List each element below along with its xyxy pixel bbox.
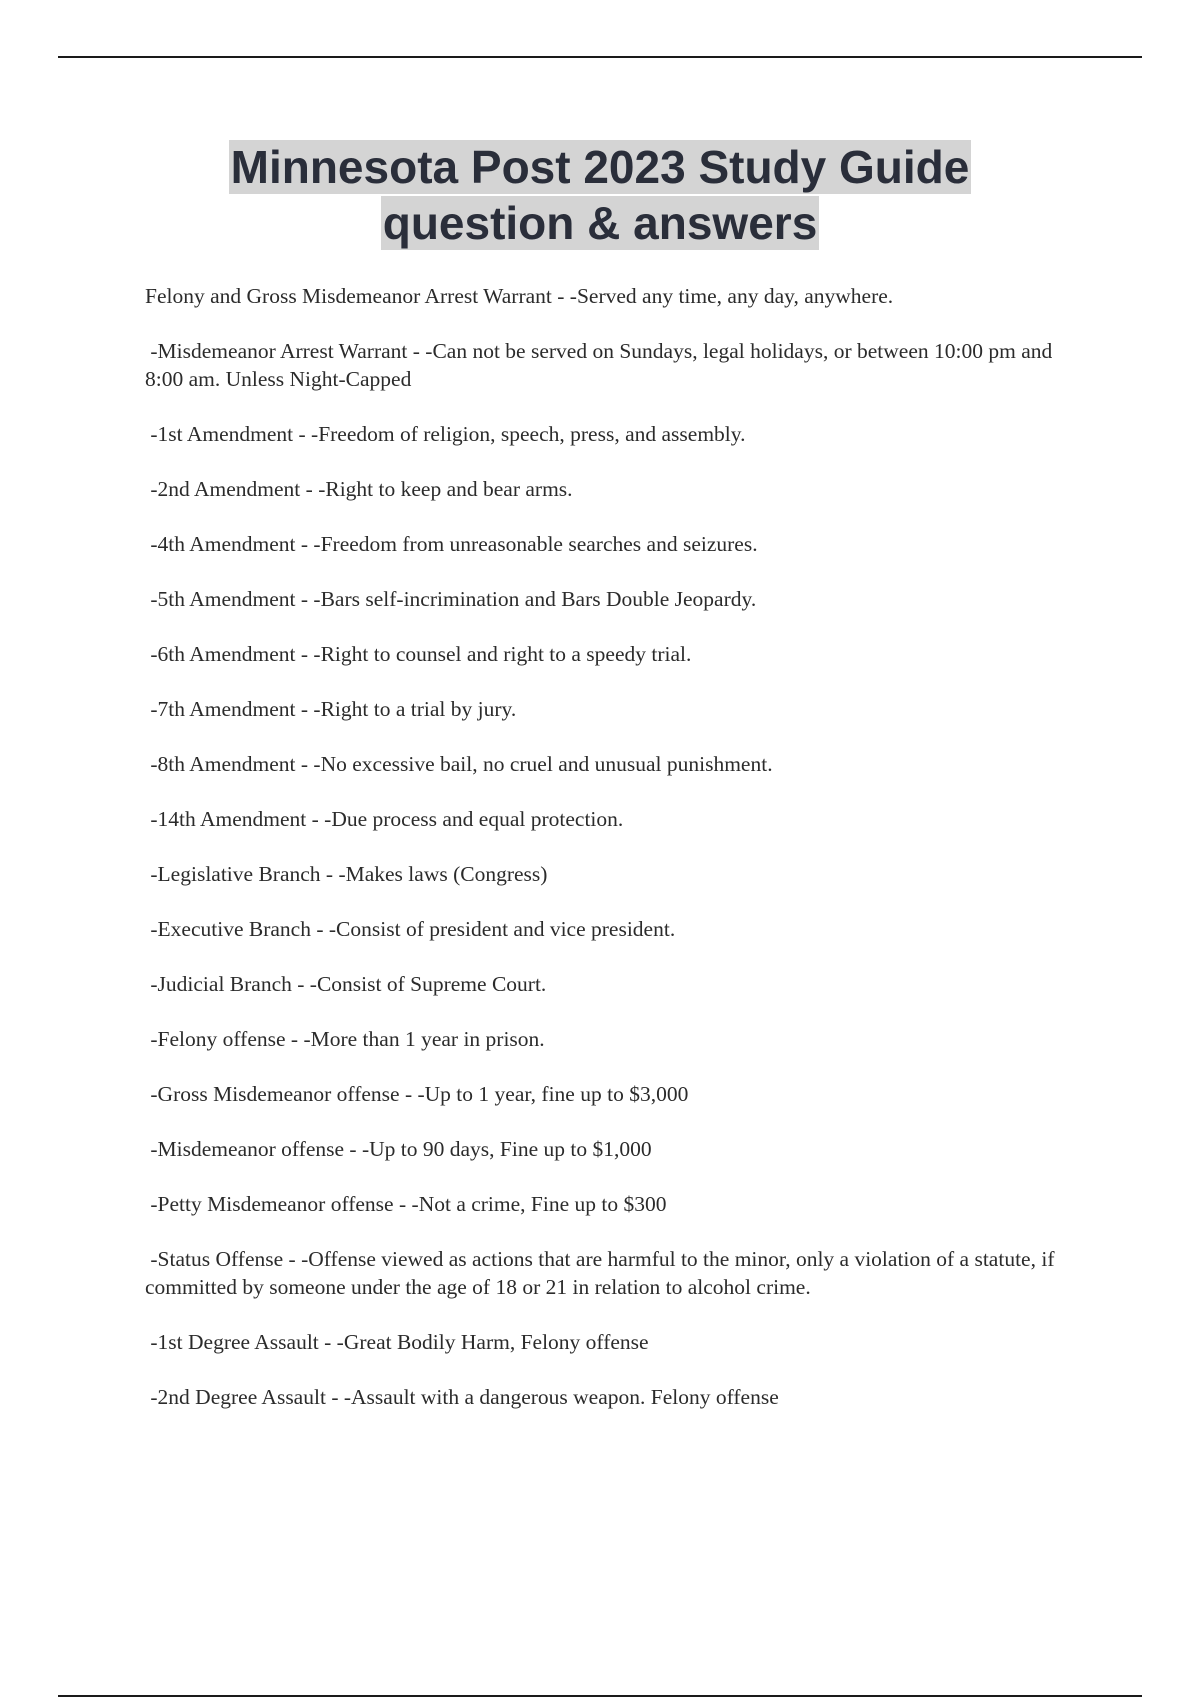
entry-definition: Freedom from unreasonable searches and seizures. xyxy=(320,532,758,556)
entry-definition: Right to keep and bear arms. xyxy=(325,477,573,501)
entry-definition: No excessive bail, no cruel and unusual punishment. xyxy=(320,752,773,776)
entry-term: Misdemeanor offense xyxy=(157,1137,345,1161)
entry-definition: Served any time, any day, anywhere. xyxy=(576,284,894,308)
entry-term: 2nd Amendment xyxy=(157,477,301,501)
entry-definition: Makes laws (Congress) xyxy=(345,862,548,886)
entry-term: 5th Amendment xyxy=(157,587,296,611)
entry-term: 4th Amendment xyxy=(157,532,296,556)
top-rule xyxy=(58,56,1142,58)
document-title xyxy=(0,140,1200,250)
entry-item: -4th Amendment - -Freedom from unreasonable searches and seizures. xyxy=(145,532,758,556)
entry-definition: Not a crime, Fine up to $300 xyxy=(418,1192,667,1216)
entry-term: Status Offense xyxy=(157,1247,284,1271)
entry-definition: Right to counsel and right to a speedy trial. xyxy=(320,642,692,666)
entry-definition: Freedom of religion, speech, press, and assembly. xyxy=(318,422,746,446)
entry-definition: More than 1 year in prison. xyxy=(310,1027,545,1051)
entry-item: -Misdemeanor Arrest Warrant - -Can not be served on Sundays, legal holidays, or between 10:00 pm and 8:00 am. Unless Night-Capped xyxy=(145,339,1053,391)
entry-term: 7th Amendment xyxy=(157,697,296,721)
entry-definition: Bars self-incrimination and Bars Double Jeopardy. xyxy=(320,587,757,611)
entry-term: Gross Misdemeanor offense xyxy=(157,1082,400,1106)
entry-definition: Up to 1 year, fine up to $3,000 xyxy=(424,1082,689,1106)
entry-definition: Up to 90 days, Fine up to $1,000 xyxy=(369,1137,652,1161)
entry-definition: Consist of president and vice president. xyxy=(336,917,676,941)
entry-item: -Misdemeanor offense - -Up to 90 days, Fine up to $1,000 xyxy=(145,1137,652,1161)
entry-definition: Great Bodily Harm, Felony offense xyxy=(343,1330,649,1354)
entry-item: -Gross Misdemeanor offense - -Up to 1 year, fine up to $3,000 xyxy=(145,1082,689,1106)
entry-definition: Offense viewed as actions that are harmful to the minor, only a violation of a statute, if committed by someone under the age of 18 or 21 in relation to alcohol crime. xyxy=(145,1247,1055,1299)
entry-item: -Judicial Branch - -Consist of Supreme Court. xyxy=(145,972,547,996)
bottom-rule xyxy=(58,1695,1142,1697)
entry-item: -2nd Amendment - -Right to keep and bear arms. xyxy=(145,477,573,501)
entry-item: -2nd Degree Assault - -Assault with a dangerous weapon. Felony offense xyxy=(145,1385,779,1409)
entry-term: 14th Amendment xyxy=(157,807,307,831)
entry-definition: Due process and equal protection. xyxy=(331,807,624,831)
entry-item: -1st Degree Assault - -Great Bodily Harm, Felony offense xyxy=(145,1330,649,1354)
entry-definition: Consist of Supreme Court. xyxy=(316,972,547,996)
entry-term: 1st Degree Assault xyxy=(157,1330,319,1354)
entry-term: 2nd Degree Assault xyxy=(157,1385,326,1409)
entry-term: Misdemeanor Arrest Warrant xyxy=(157,339,408,363)
entry-item: -Felony offense - -More than 1 year in prison. xyxy=(145,1027,545,1051)
title-line-2: question & answers xyxy=(382,197,818,249)
entry-item: -Executive Branch - -Consist of president and vice president. xyxy=(145,917,676,941)
entry-term: Legislative Branch xyxy=(157,862,321,886)
entry-term: Judicial Branch xyxy=(157,972,292,996)
entry-item: -1st Amendment - -Freedom of religion, speech, press, and assembly. xyxy=(145,422,746,446)
title-line-1: Minnesota Post 2023 Study Guide xyxy=(230,141,970,193)
entry-term: Petty Misdemeanor offense xyxy=(157,1192,394,1216)
entry-item: -7th Amendment - -Right to a trial by jury. xyxy=(145,697,517,721)
study-entries xyxy=(145,282,1085,1438)
entry-item: -Legislative Branch - -Makes laws (Congress) xyxy=(145,862,548,886)
entry-term: Felony and Gross Misdemeanor Arrest Warrant xyxy=(145,284,552,308)
entry-item: Felony and Gross Misdemeanor Arrest Warrant - -Served any time, any day, anywhere. xyxy=(145,284,894,308)
entry-term: 8th Amendment xyxy=(157,752,296,776)
entry-term: Felony offense xyxy=(157,1027,286,1051)
entry-term: 6th Amendment xyxy=(157,642,296,666)
entry-definition: Right to a trial by jury. xyxy=(320,697,517,721)
entry-definition: Can not be served on Sundays, legal holidays, or between 10:00 pm and 8:00 am. Unless Night-Capped xyxy=(145,339,1053,391)
entry-item: -Petty Misdemeanor offense - -Not a crime, Fine up to $300 xyxy=(145,1192,667,1216)
entry-term: 1st Amendment xyxy=(157,422,294,446)
entry-item: -5th Amendment - -Bars self-incrimination and Bars Double Jeopardy. xyxy=(145,587,757,611)
entry-item: -Status Offense - -Offense viewed as actions that are harmful to the minor, only a violation of a statute, if committed by someone under the age of 18 or 21 in relation to alcohol crime. xyxy=(145,1247,1055,1299)
entry-item: -6th Amendment - -Right to counsel and right to a speedy trial. xyxy=(145,642,692,666)
entry-term: Executive Branch xyxy=(157,917,311,941)
entry-item: -14th Amendment - -Due process and equal protection. xyxy=(145,807,624,831)
entry-item: -8th Amendment - -No excessive bail, no cruel and unusual punishment. xyxy=(145,752,773,776)
entry-definition: Assault with a dangerous weapon. Felony offense xyxy=(351,1385,779,1409)
